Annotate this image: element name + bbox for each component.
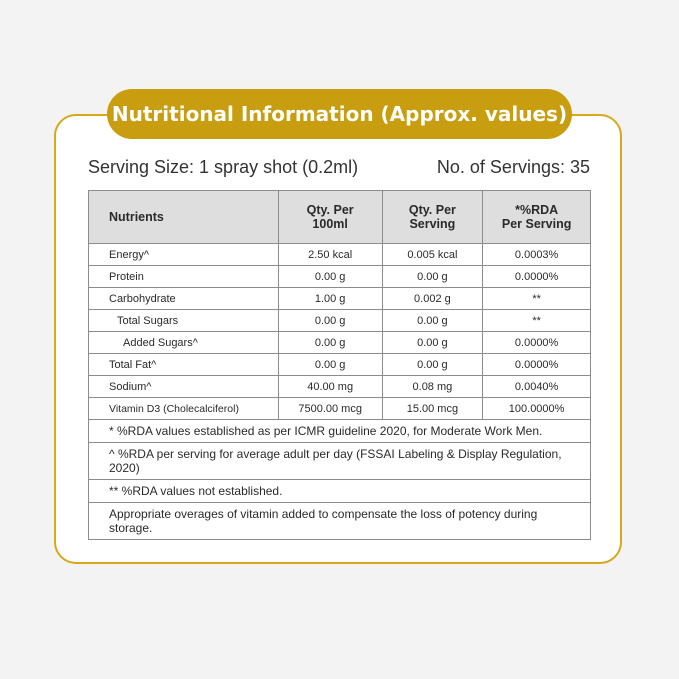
qty-per-serving: 0.002 g <box>382 288 483 310</box>
table-row <box>89 332 591 354</box>
table-row <box>89 398 591 420</box>
header-qty-per-serving: Qty. Per Serving <box>382 191 483 244</box>
rda-value: 0.0000% <box>483 332 591 354</box>
rda-value: 0.0040% <box>483 376 591 398</box>
nutrient-name: Total Sugars <box>89 310 279 332</box>
serving-size: Serving Size: 1 spray shot (0.2ml) <box>88 157 359 177</box>
table-row <box>89 244 591 266</box>
qty-per-100ml: 7500.00 mcg <box>278 398 382 420</box>
footnote-row <box>89 420 591 443</box>
rda-value: ** <box>483 288 591 310</box>
qty-per-100ml: 0.00 g <box>278 354 382 376</box>
header-nutrients: Nutrients <box>89 191 279 244</box>
nutrition-title: Nutritional Information (Approx. values) <box>107 89 572 139</box>
footnote-not-established: ** %RDA values not established. <box>89 480 591 503</box>
rda-value: ** <box>483 310 591 332</box>
table-row <box>89 266 591 288</box>
qty-per-serving: 0.08 mg <box>382 376 483 398</box>
qty-per-100ml: 1.00 g <box>278 288 382 310</box>
rda-value: 100.0000% <box>483 398 591 420</box>
qty-per-100ml: 40.00 mg <box>278 376 382 398</box>
footnote-row <box>89 480 591 503</box>
qty-per-serving: 0.005 kcal <box>382 244 483 266</box>
qty-per-serving: 0.00 g <box>382 310 483 332</box>
nutrient-name: Protein <box>89 266 279 288</box>
qty-per-100ml: 2.50 kcal <box>278 244 382 266</box>
nutrient-name: Energy^ <box>89 244 279 266</box>
qty-per-serving: 0.00 g <box>382 332 483 354</box>
qty-per-serving: 15.00 mcg <box>382 398 483 420</box>
qty-per-100ml: 0.00 g <box>278 310 382 332</box>
footnote-icmr: * %RDA values established as per ICMR guideline 2020, for Moderate Work Men. <box>89 420 591 443</box>
rda-value: 0.0003% <box>483 244 591 266</box>
footnote-overages: Appropriate overages of vitamin added to compensate the loss of potency during storage. <box>89 503 591 540</box>
qty-per-serving: 0.00 g <box>382 354 483 376</box>
table-row <box>89 354 591 376</box>
footnote-fssai: ^ %RDA per serving for average adult per day (FSSAI Labeling & Display Regulation, 2020) <box>89 443 591 480</box>
table-header-row <box>89 191 591 244</box>
rda-value: 0.0000% <box>483 354 591 376</box>
servings-count: No. of Servings: 35 <box>436 157 590 177</box>
nutrient-name: Total Fat^ <box>89 354 279 376</box>
header-qty-per-100ml: Qty. Per 100ml <box>278 191 382 244</box>
nutrient-name: Added Sugars^ <box>89 332 279 354</box>
nutrient-name: Vitamin D3 (Cholecalciferol) <box>89 398 279 420</box>
table-row <box>89 376 591 398</box>
qty-per-serving: 0.00 g <box>382 266 483 288</box>
qty-per-100ml: 0.00 g <box>278 266 382 288</box>
table-row <box>89 310 591 332</box>
nutrient-name: Carbohydrate <box>89 288 279 310</box>
qty-per-100ml: 0.00 g <box>278 332 382 354</box>
rda-value: 0.0000% <box>483 266 591 288</box>
table-row <box>89 288 591 310</box>
header-rda-per-serving: *%RDA Per Serving <box>483 191 591 244</box>
nutrient-name: Sodium^ <box>89 376 279 398</box>
nutrition-table <box>88 190 591 540</box>
footnote-row <box>89 443 591 480</box>
footnote-row <box>89 503 591 540</box>
